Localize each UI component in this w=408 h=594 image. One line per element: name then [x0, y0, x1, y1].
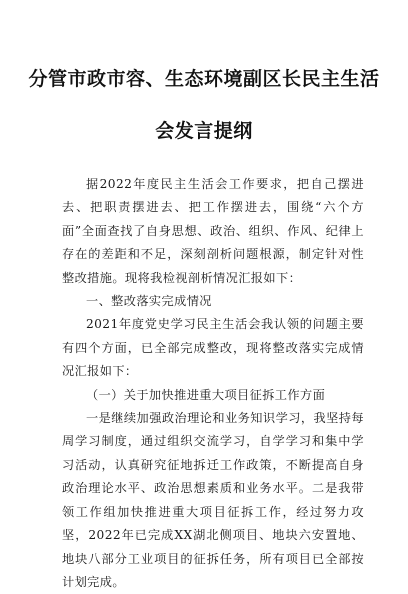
document-title-line-1: 分管市政市容、生态环境副区长民主生活	[28, 68, 380, 90]
document-title-line-2: 会发言提纲	[155, 120, 253, 142]
subsection-heading-1: （一）关于加快推进重大项目征拆工作方面	[86, 387, 326, 402]
document-body	[62, 173, 364, 594]
section-heading-1: 一、整改落实完成情况	[86, 294, 212, 309]
intro-paragraph: 据2022年度民主生活会工作要求，把自己摆进去、把职责摆进去、把工作摆进去，围绕“六个方面”全面查找了自身思想、政治、组织、作风、纪律上存在的差距和不足，深刻剖析问题根源，制定针对性整改措施。现将我检视剖析情况汇报如下：	[62, 177, 364, 285]
detail-paragraph: 一是继续加强政治理论和业务知识学习，我坚持每周学习制度，通过组织交流学习，自学学习和集中学习活动，认真研究征地拆迁工作政策，不断提高自身政治理论水平、政治思想素质和业务水平。二是我带领工作组加快推进重大项目征拆工作，经过努力攻坚，2022年已完成XX湖北侧项目、地块六安置地、地块八部分工业项目的征拆任务，所有项目已全部按计划完成。	[62, 411, 364, 589]
summary-paragraph: 2021年度党史学习民主生活会我认领的问题主要有四个方面，已全部完成整改，现将整改落实完成情况汇报如下：	[62, 317, 364, 379]
